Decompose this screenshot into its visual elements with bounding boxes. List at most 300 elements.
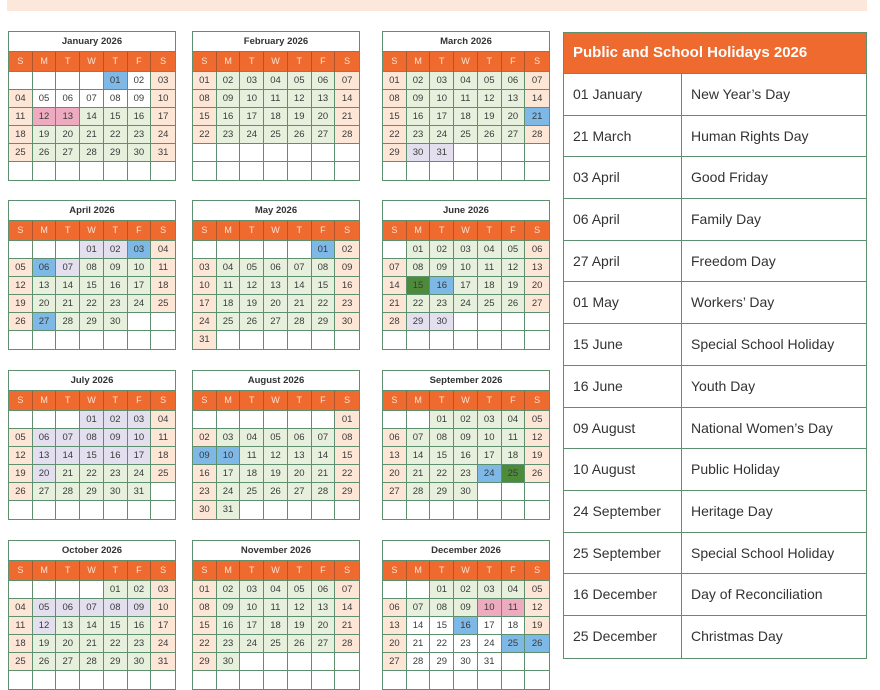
day-cell: 09 [217, 599, 241, 617]
weekday-header: T [56, 561, 80, 581]
weekday-header: T [478, 561, 502, 581]
day-cell: 02 [217, 581, 241, 599]
empty-day-cell [288, 331, 312, 349]
empty-day-cell [264, 331, 288, 349]
day-cell: 28 [407, 483, 431, 501]
day-cell: 12 [9, 447, 33, 465]
empty-day-cell [288, 501, 312, 519]
day-cell: 08 [104, 90, 128, 108]
empty-day-cell [264, 653, 288, 671]
empty-day-cell [151, 501, 175, 519]
weekday-header: F [128, 391, 152, 411]
weekday-header: F [312, 391, 336, 411]
day-cell: 01 [430, 411, 454, 429]
day-cell: 17 [151, 617, 175, 635]
day-cell: 07 [407, 599, 431, 617]
month-calendar [8, 370, 176, 520]
empty-day-cell [502, 653, 526, 671]
day-cell: 11 [264, 90, 288, 108]
day-cell: 27 [502, 126, 526, 144]
day-cell: 29 [407, 313, 431, 331]
day-cell: 16 [454, 617, 478, 635]
day-cell: 01 [104, 581, 128, 599]
month-calendar [192, 370, 360, 520]
day-cell: 03 [478, 581, 502, 599]
day-cell: 20 [264, 295, 288, 313]
day-cell: 25 [264, 126, 288, 144]
day-cell: 20 [312, 108, 336, 126]
day-cell: 05 [525, 411, 549, 429]
empty-day-cell [288, 671, 312, 689]
weekday-header: M [407, 52, 431, 72]
empty-day-cell [56, 411, 80, 429]
day-cell: 24 [240, 635, 264, 653]
day-cell: 28 [56, 313, 80, 331]
weekday-header: T [56, 52, 80, 72]
day-cell: 16 [407, 108, 431, 126]
weekday-header: F [502, 561, 526, 581]
weekday-header: F [502, 52, 526, 72]
empty-day-cell [502, 671, 526, 689]
day-cell: 22 [312, 295, 336, 313]
day-cell: 21 [525, 108, 549, 126]
day-cell: 14 [56, 447, 80, 465]
day-cell: 05 [288, 72, 312, 90]
weekday-header: S [151, 221, 175, 241]
holiday-name: Freedom Day [691, 252, 776, 269]
day-cell: 08 [383, 90, 407, 108]
holiday-date: 21 March [564, 116, 682, 157]
empty-day-cell [193, 411, 217, 429]
day-cell: 24 [217, 483, 241, 501]
weekday-header: W [454, 221, 478, 241]
weekday-header: S [193, 391, 217, 411]
day-cell: 08 [312, 259, 336, 277]
day-cell: 30 [128, 653, 152, 671]
empty-day-cell [383, 671, 407, 689]
empty-day-cell [217, 671, 241, 689]
weekday-header: S [193, 561, 217, 581]
day-cell: 17 [478, 447, 502, 465]
top-banner [7, 0, 867, 11]
empty-day-cell [9, 331, 33, 349]
weekday-header: S [9, 221, 33, 241]
day-cell: 28 [312, 483, 336, 501]
holiday-date: 06 April [564, 199, 682, 240]
day-cell: 19 [288, 617, 312, 635]
day-cell: 26 [9, 313, 33, 331]
holiday-date: 03 April [564, 157, 682, 198]
weekday-header: M [217, 221, 241, 241]
day-cell: 24 [478, 465, 502, 483]
day-cell: 14 [80, 617, 104, 635]
day-cell: 13 [288, 447, 312, 465]
month-days-grid [9, 221, 175, 349]
day-cell: 26 [288, 635, 312, 653]
day-cell: 05 [9, 259, 33, 277]
holiday-name: Special School Holiday [691, 544, 835, 561]
day-cell: 18 [264, 108, 288, 126]
day-cell: 30 [128, 144, 152, 162]
day-cell: 27 [56, 653, 80, 671]
month-calendar [192, 31, 360, 181]
day-cell: 23 [128, 635, 152, 653]
empty-day-cell [56, 331, 80, 349]
day-cell: 01 [104, 72, 128, 90]
day-cell: 22 [104, 126, 128, 144]
holidays-table [563, 32, 867, 659]
weekday-header: W [264, 561, 288, 581]
weekday-header: T [430, 561, 454, 581]
month-days-grid [193, 221, 359, 349]
holiday-row [564, 574, 866, 616]
day-cell: 14 [56, 277, 80, 295]
weekday-header: S [9, 561, 33, 581]
month-title: October 2026 [9, 541, 175, 561]
month-title: November 2026 [193, 541, 359, 561]
empty-day-cell [335, 653, 359, 671]
day-cell: 14 [525, 90, 549, 108]
holiday-date: 01 May [564, 282, 682, 323]
day-cell: 29 [104, 144, 128, 162]
weekday-header: W [80, 221, 104, 241]
empty-day-cell [264, 671, 288, 689]
empty-day-cell [335, 331, 359, 349]
day-cell: 11 [9, 108, 33, 126]
month-title: July 2026 [9, 371, 175, 391]
holiday-date: 09 August [564, 408, 682, 449]
day-cell: 12 [33, 108, 57, 126]
day-cell: 19 [525, 447, 549, 465]
empty-day-cell [33, 162, 57, 180]
weekday-header: S [335, 391, 359, 411]
day-cell: 10 [151, 90, 175, 108]
day-cell: 22 [80, 465, 104, 483]
day-cell: 08 [193, 90, 217, 108]
month-days-grid [193, 561, 359, 689]
weekday-header: M [407, 221, 431, 241]
day-cell: 16 [430, 277, 454, 295]
empty-day-cell [454, 331, 478, 349]
day-cell: 09 [128, 599, 152, 617]
day-cell: 26 [33, 653, 57, 671]
day-cell: 26 [478, 126, 502, 144]
day-cell: 02 [104, 411, 128, 429]
day-cell: 11 [151, 429, 175, 447]
day-cell: 20 [56, 126, 80, 144]
weekday-header: M [33, 561, 57, 581]
day-cell: 17 [128, 277, 152, 295]
day-cell: 03 [128, 411, 152, 429]
empty-day-cell [478, 483, 502, 501]
empty-day-cell [104, 331, 128, 349]
empty-day-cell [312, 411, 336, 429]
day-cell: 17 [193, 295, 217, 313]
holiday-name: Public Holiday [691, 461, 780, 478]
day-cell: 30 [104, 483, 128, 501]
day-cell: 08 [407, 259, 431, 277]
empty-day-cell [33, 72, 57, 90]
day-cell: 27 [56, 144, 80, 162]
weekday-header: S [151, 561, 175, 581]
day-cell: 11 [151, 259, 175, 277]
empty-day-cell [454, 313, 478, 331]
day-cell: 11 [454, 90, 478, 108]
day-cell: 19 [264, 465, 288, 483]
day-cell: 27 [33, 483, 57, 501]
empty-day-cell [193, 144, 217, 162]
day-cell: 25 [240, 483, 264, 501]
empty-day-cell [430, 501, 454, 519]
weekday-header: W [80, 391, 104, 411]
weekday-header: T [240, 561, 264, 581]
day-cell: 25 [151, 295, 175, 313]
day-cell: 24 [128, 295, 152, 313]
holiday-row [564, 324, 866, 366]
day-cell: 11 [478, 259, 502, 277]
day-cell: 22 [193, 635, 217, 653]
holiday-name: New Year’s Day [691, 86, 791, 102]
day-cell: 23 [128, 126, 152, 144]
empty-day-cell [502, 162, 526, 180]
day-cell: 31 [128, 483, 152, 501]
day-cell: 13 [383, 617, 407, 635]
day-cell: 19 [502, 277, 526, 295]
month-calendar [8, 31, 176, 181]
empty-day-cell [407, 162, 431, 180]
weekday-header: T [240, 391, 264, 411]
holiday-name: Heritage Day [691, 502, 773, 519]
weekday-header: F [128, 52, 152, 72]
holiday-name: Christmas Day [691, 627, 783, 644]
day-cell: 10 [217, 447, 241, 465]
empty-day-cell [33, 331, 57, 349]
day-cell: 19 [240, 295, 264, 313]
day-cell: 30 [217, 653, 241, 671]
day-cell: 24 [430, 126, 454, 144]
empty-day-cell [502, 483, 526, 501]
day-cell: 18 [502, 617, 526, 635]
weekday-header: T [56, 391, 80, 411]
empty-day-cell [383, 501, 407, 519]
holiday-date: 16 December [564, 574, 682, 615]
day-cell: 02 [454, 411, 478, 429]
holiday-name: Special School Holiday [691, 336, 835, 353]
weekday-header: M [33, 391, 57, 411]
day-cell: 05 [478, 72, 502, 90]
day-cell: 22 [193, 126, 217, 144]
empty-day-cell [104, 162, 128, 180]
day-cell: 05 [9, 429, 33, 447]
day-cell: 26 [288, 126, 312, 144]
empty-day-cell [193, 671, 217, 689]
day-cell: 04 [454, 72, 478, 90]
empty-day-cell [56, 581, 80, 599]
weekday-header: W [264, 221, 288, 241]
day-cell: 24 [151, 635, 175, 653]
day-cell: 24 [240, 126, 264, 144]
day-cell: 02 [454, 581, 478, 599]
month-days-grid [383, 391, 549, 519]
day-cell: 10 [128, 429, 152, 447]
day-cell: 22 [104, 635, 128, 653]
day-cell: 21 [383, 295, 407, 313]
holiday-row [564, 241, 866, 283]
holiday-name: Human Rights Day [691, 127, 809, 144]
day-cell: 07 [407, 429, 431, 447]
empty-day-cell [525, 483, 549, 501]
day-cell: 27 [312, 126, 336, 144]
month-days-grid [193, 52, 359, 180]
day-cell: 16 [217, 617, 241, 635]
empty-day-cell [264, 162, 288, 180]
day-cell: 15 [383, 108, 407, 126]
day-cell: 17 [128, 447, 152, 465]
day-cell: 21 [335, 617, 359, 635]
day-cell: 06 [56, 599, 80, 617]
empty-day-cell [80, 501, 104, 519]
holiday-row [564, 74, 866, 116]
weekday-header: S [525, 52, 549, 72]
weekday-header: F [128, 221, 152, 241]
holiday-date: 15 June [564, 324, 682, 365]
holiday-row [564, 533, 866, 575]
day-cell: 10 [193, 277, 217, 295]
day-cell: 29 [430, 483, 454, 501]
month-title: March 2026 [383, 32, 549, 52]
day-cell: 09 [454, 599, 478, 617]
day-cell: 18 [9, 126, 33, 144]
day-cell: 25 [9, 144, 33, 162]
day-cell: 29 [193, 653, 217, 671]
day-cell: 21 [80, 126, 104, 144]
day-cell: 11 [9, 617, 33, 635]
day-cell: 05 [33, 599, 57, 617]
day-cell: 17 [240, 617, 264, 635]
day-cell: 03 [151, 581, 175, 599]
empty-day-cell [454, 144, 478, 162]
weekday-header: W [454, 391, 478, 411]
empty-day-cell [525, 331, 549, 349]
holiday-row [564, 366, 866, 408]
day-cell: 13 [312, 90, 336, 108]
empty-day-cell [525, 313, 549, 331]
day-cell: 24 [151, 126, 175, 144]
day-cell: 01 [312, 241, 336, 259]
empty-day-cell [525, 144, 549, 162]
day-cell: 20 [383, 465, 407, 483]
day-cell: 15 [430, 447, 454, 465]
day-cell: 24 [193, 313, 217, 331]
empty-day-cell [407, 581, 431, 599]
day-cell: 04 [9, 599, 33, 617]
empty-day-cell [335, 162, 359, 180]
empty-day-cell [33, 241, 57, 259]
day-cell: 13 [525, 259, 549, 277]
month-title: August 2026 [193, 371, 359, 391]
day-cell: 22 [80, 295, 104, 313]
empty-day-cell [264, 144, 288, 162]
day-cell: 06 [525, 241, 549, 259]
empty-day-cell [383, 241, 407, 259]
empty-day-cell [9, 411, 33, 429]
weekday-header: T [240, 52, 264, 72]
weekday-header: S [525, 561, 549, 581]
day-cell: 27 [288, 483, 312, 501]
day-cell: 16 [217, 108, 241, 126]
day-cell: 05 [240, 259, 264, 277]
empty-day-cell [407, 331, 431, 349]
day-cell: 04 [217, 259, 241, 277]
day-cell: 15 [80, 277, 104, 295]
day-cell: 28 [56, 483, 80, 501]
day-cell: 31 [478, 653, 502, 671]
day-cell: 15 [312, 277, 336, 295]
weekday-header: T [430, 221, 454, 241]
empty-day-cell [80, 72, 104, 90]
month-days-grid [9, 561, 175, 689]
empty-day-cell [478, 331, 502, 349]
day-cell: 11 [502, 599, 526, 617]
weekday-header: T [288, 52, 312, 72]
empty-day-cell [9, 72, 33, 90]
empty-day-cell [502, 144, 526, 162]
day-cell: 14 [335, 90, 359, 108]
holiday-date: 27 April [564, 241, 682, 282]
empty-day-cell [80, 331, 104, 349]
holiday-name: Family Day [691, 211, 762, 228]
day-cell: 23 [193, 483, 217, 501]
empty-day-cell [9, 671, 33, 689]
day-cell: 09 [454, 429, 478, 447]
day-cell: 22 [407, 295, 431, 313]
day-cell: 01 [430, 581, 454, 599]
day-cell: 22 [383, 126, 407, 144]
weekday-header: S [193, 52, 217, 72]
holiday-row [564, 616, 866, 658]
day-cell: 14 [80, 108, 104, 126]
empty-day-cell [407, 671, 431, 689]
month-title: June 2026 [383, 201, 549, 221]
holiday-row [564, 282, 866, 324]
day-cell: 09 [104, 429, 128, 447]
day-cell: 17 [217, 465, 241, 483]
day-cell: 07 [335, 581, 359, 599]
day-cell: 27 [33, 313, 57, 331]
day-cell: 02 [335, 241, 359, 259]
day-cell: 03 [430, 72, 454, 90]
day-cell: 27 [525, 295, 549, 313]
day-cell: 11 [217, 277, 241, 295]
empty-day-cell [128, 331, 152, 349]
day-cell: 04 [478, 241, 502, 259]
day-cell: 03 [240, 581, 264, 599]
empty-day-cell [80, 162, 104, 180]
empty-day-cell [240, 501, 264, 519]
day-cell: 27 [383, 653, 407, 671]
day-cell: 13 [33, 447, 57, 465]
empty-day-cell [383, 162, 407, 180]
empty-day-cell [478, 501, 502, 519]
empty-day-cell [454, 501, 478, 519]
weekday-header: S [525, 391, 549, 411]
day-cell: 31 [193, 331, 217, 349]
holiday-row [564, 449, 866, 491]
day-cell: 18 [151, 447, 175, 465]
empty-day-cell [525, 501, 549, 519]
month-days-grid [9, 52, 175, 180]
day-cell: 12 [502, 259, 526, 277]
